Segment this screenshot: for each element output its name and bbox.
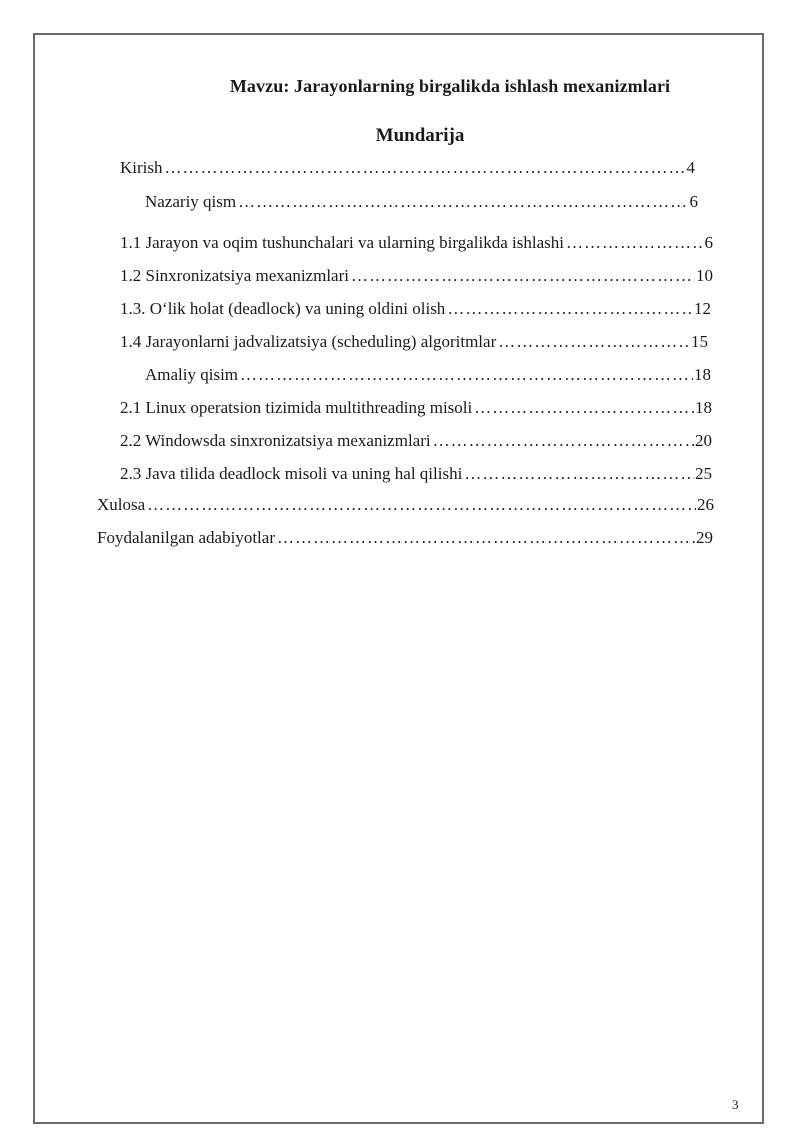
toc-entry-label: Foydalanilgan adabiyotlar [97,528,275,547]
toc-entry-label: 2.2 Windowsda sinxronizatsiya mexanizmlari [120,431,431,450]
toc-entry-1-1[interactable] [120,232,713,254]
toc-entry-label: Xulosa [97,495,146,514]
toc-entry-page: 18 [694,365,711,384]
toc-entry-foydalanilgan-adabiyotlar[interactable] [97,527,713,549]
dot-leader [464,463,694,485]
toc-entry-page: 25 [695,464,712,483]
dot-leader [240,364,693,386]
toc-entry-label: 2.3 Java tilida deadlock misoli va uning hal qilishi [120,464,463,483]
dot-leader [566,232,704,254]
dot-leader [147,494,696,516]
toc-entry-label: Kirish [120,158,163,177]
toc-entry-page: 15 [691,332,708,351]
dot-leader [447,298,693,320]
dot-leader [165,157,686,179]
toc-entry-page: 6 [689,192,698,211]
toc-entry-label: Nazariy qism [145,192,237,211]
toc-entry-xulosa[interactable] [97,494,714,516]
toc-entry-page: 4 [686,158,695,177]
toc-entry-1-4[interactable] [120,331,708,353]
toc-entry-page: 29 [696,528,713,547]
toc-entry-page: 12 [694,299,711,318]
page-number: 3 [732,1097,739,1112]
toc-entry-label: 1.3. O‘lik holat (deadlock) va uning oldini olish [120,299,446,318]
toc-entry-page: 18 [695,398,712,417]
dot-leader [433,430,694,452]
toc-entry-2-1[interactable] [120,397,712,419]
toc-entry-page: 6 [704,233,713,252]
toc-entry-label: 1.2 Sinxronizatsiya mexanizmlari [120,266,349,285]
toc-entry-page: 10 [696,266,713,285]
dot-leader [277,527,695,549]
toc-entry-label: 2.1 Linux operatsion tizimida multithreading misoli [120,398,473,417]
toc-entry-1-3[interactable] [120,298,711,320]
document-topic: Mavzu: Jarayonlarning birgalikda ishlash mexanizmlari [229,76,671,96]
toc-entry-label: 1.4 Jarayonlarni jadvalizatsiya (scheduling) algoritmlar [120,332,497,351]
toc-entry-page: 26 [697,495,714,514]
toc-entry-kirish[interactable] [120,157,695,179]
toc-entry-label: Amaliy qisim [145,365,239,384]
toc-entry-2-2[interactable] [120,430,712,452]
dot-leader [351,265,695,287]
dot-leader [474,397,694,419]
toc-entry-nazariy-qism[interactable] [145,191,698,213]
dot-leader [238,191,688,213]
toc-entry-page: 20 [695,431,712,450]
toc-entry-amaliy-qisim[interactable] [145,364,711,386]
toc-entry-2-3[interactable] [120,463,712,485]
toc-entry-1-2[interactable] [120,265,713,287]
toc-entry-label: 1.1 Jarayon va oqim tushunchalari va ularning birgalikda ishlashi [120,233,564,252]
toc-heading: Mundarija [375,125,465,146]
dot-leader [498,331,690,353]
